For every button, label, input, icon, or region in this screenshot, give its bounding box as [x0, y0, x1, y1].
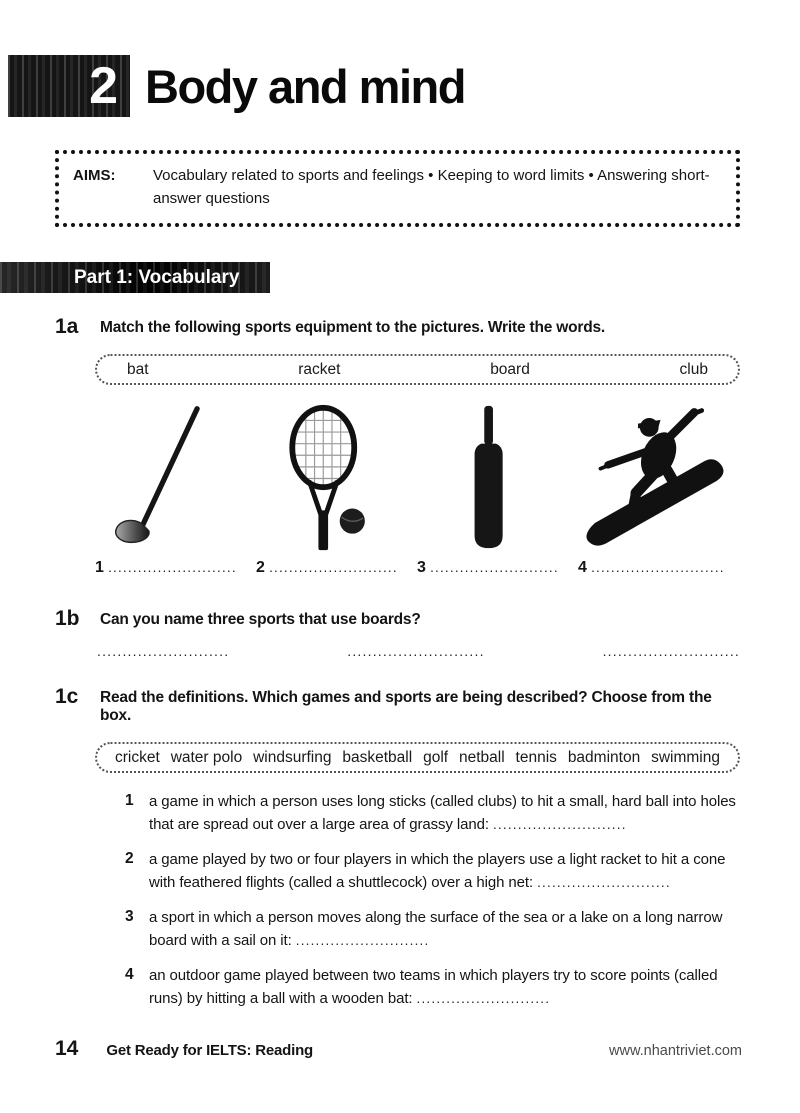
- definition-1: [125, 791, 752, 836]
- exercise-1b-instruction: Can you name three sports that use boards?: [100, 611, 421, 628]
- picture-3-number: 3: [417, 559, 426, 576]
- definition-4: [125, 965, 752, 1010]
- exercise-1b-label: 1b: [55, 607, 80, 630]
- picture-4-number: 4: [578, 559, 587, 576]
- word-board: board: [490, 360, 530, 378]
- golf-club-icon: [95, 403, 245, 553]
- word-windsurfing: windsurfing: [253, 748, 332, 766]
- picture-4: [578, 403, 739, 577]
- definition-3-body: a sport in which a person moves along the surface of the sea or a lake on a long narrow board with a sail on it:: [149, 909, 723, 949]
- blank-1[interactable]: ..........................: [97, 643, 230, 659]
- answer-line-4[interactable]: [578, 559, 739, 577]
- page-number: 14: [55, 1037, 79, 1060]
- definition-3: [125, 907, 752, 952]
- definition-1-blank[interactable]: ...........................: [492, 816, 627, 832]
- definitions-list: [125, 791, 752, 1010]
- snowboarder-icon: [578, 403, 728, 553]
- definition-3-blank[interactable]: ...........................: [295, 932, 430, 948]
- word-club: club: [679, 360, 708, 378]
- exercise-1b-heading: [55, 607, 745, 629]
- definition-2-body: a game played by two or four players in which the players use a light racket to hit a cone with feathered flights (called a shuttlecock) over a high net:: [149, 851, 726, 891]
- word-basketball: basketball: [342, 748, 413, 766]
- definition-1-number: 1: [125, 792, 134, 809]
- word-swimming: swimming: [651, 748, 720, 766]
- unit-number: 2: [89, 57, 118, 115]
- definition-4-blank[interactable]: ...........................: [416, 990, 551, 1006]
- word-box-1a: [95, 354, 740, 385]
- unit-number-box: [8, 55, 130, 117]
- picture-4-blank: ...........................: [591, 560, 725, 575]
- picture-3: [417, 403, 578, 577]
- book-title: Get Ready for IELTS: Reading: [106, 1042, 314, 1059]
- word-cricket: cricket: [115, 748, 160, 766]
- blank-2[interactable]: ...........................: [347, 643, 485, 659]
- definition-4-body: an outdoor game played between two teams in which players try to score points (called runs) by hitting a ball with a wooden bat:: [149, 967, 718, 1007]
- aims-label: AIMS:: [73, 167, 116, 184]
- picture-3-blank: ..........................: [430, 560, 559, 575]
- exercise-1b-blanks: [97, 643, 740, 659]
- picture-2-blank: ..........................: [269, 560, 398, 575]
- website-link[interactable]: www.nhantriviet.com: [609, 1043, 742, 1059]
- definition-4-number: 4: [125, 966, 134, 983]
- unit-title: Body and mind: [145, 59, 465, 113]
- answer-line-2[interactable]: [256, 559, 417, 577]
- word-badminton: badminton: [567, 748, 641, 766]
- word-golf: golf: [423, 748, 449, 766]
- section-title: Part 1: Vocabulary: [74, 266, 240, 288]
- section-banner: [0, 262, 270, 293]
- definition-2-blank[interactable]: ...........................: [537, 874, 671, 890]
- definition-3-number: 3: [125, 908, 134, 925]
- tennis-racket-icon: [256, 403, 406, 553]
- word-bat: bat: [127, 360, 149, 378]
- blank-3[interactable]: ...........................: [602, 643, 740, 659]
- word-racket: racket: [298, 360, 341, 378]
- cricket-bat-icon: [417, 403, 567, 553]
- picture-1-number: 1: [95, 559, 104, 576]
- definition-3-text: [149, 907, 752, 952]
- definition-1-body: a game in which a person uses long sticks (called clubs) to hit a small, hard ball into holes that are spread out over a large area of grassy land:: [149, 793, 736, 833]
- exercise-1c-instruction: Read the definitions. Which games and sports are being described? Choose from the box.: [100, 689, 712, 724]
- picture-2-number: 2: [256, 559, 265, 576]
- aims-text: Vocabulary related to sports and feelings • Keeping to word limits • Answering short-answer questions: [153, 167, 710, 207]
- definition-4-text: [149, 965, 752, 1010]
- word-box-1c: [95, 742, 740, 773]
- word-water-polo: water polo: [170, 748, 243, 766]
- definition-2-text: [149, 849, 752, 894]
- word-netball: netball: [458, 748, 505, 766]
- word-tennis: tennis: [515, 748, 557, 766]
- exercise-1c-heading: [55, 685, 745, 725]
- page-footer: [55, 1037, 742, 1061]
- picture-1-blank: ..........................: [108, 560, 237, 575]
- definition-2: [125, 849, 752, 894]
- picture-2: [256, 403, 417, 577]
- answer-line-3[interactable]: [417, 559, 578, 577]
- exercise-1c-label: 1c: [55, 685, 79, 708]
- exercise-1a-heading: [55, 315, 745, 337]
- picture-1: [95, 403, 256, 577]
- unit-header: [0, 0, 800, 117]
- aims-box: [55, 150, 740, 227]
- exercise-1a-label: 1a: [55, 315, 79, 338]
- answer-line-1[interactable]: [95, 559, 256, 577]
- definition-1-text: [149, 791, 752, 836]
- equipment-pictures: [95, 403, 745, 577]
- definition-2-number: 2: [125, 850, 134, 867]
- exercise-1a-instruction: Match the following sports equipment to the pictures. Write the words.: [100, 319, 605, 336]
